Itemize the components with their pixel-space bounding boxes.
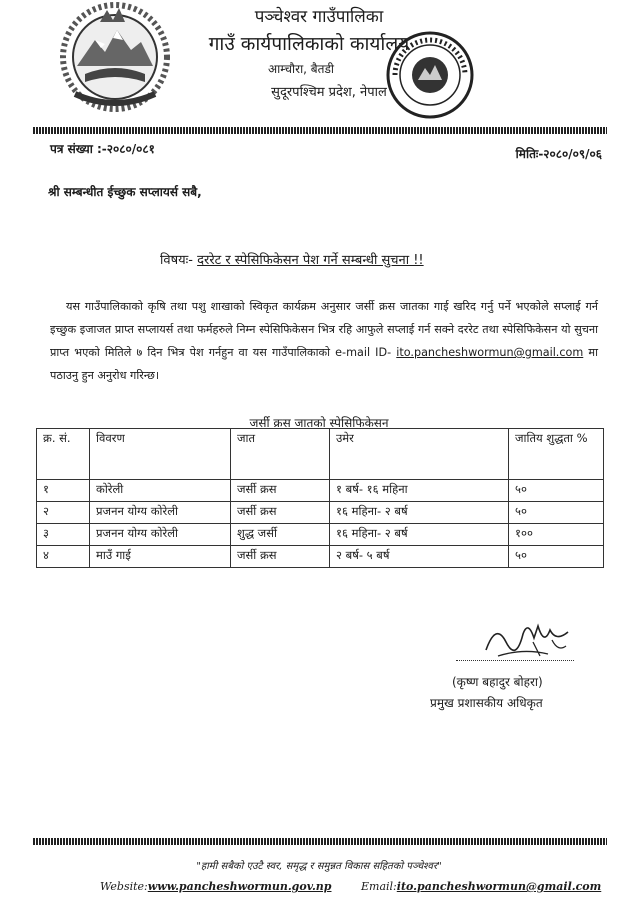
table-row — [37, 546, 604, 568]
col-header-description: विवरण — [90, 429, 231, 480]
table-caption: जर्सी क्रस जातको स्पेसिफिकेसन — [249, 416, 389, 430]
header-line-3: आम्चौरा, बैतडी — [267, 62, 335, 76]
table-row — [37, 524, 604, 546]
cell-age: १६ महिना- २ बर्ष — [330, 524, 509, 546]
footer-email-link[interactable]: ito.pancheshwormun@gmail.com — [396, 880, 602, 893]
subject-line — [160, 250, 424, 268]
cell-purity: ५० — [509, 546, 604, 568]
letter-body — [50, 295, 598, 387]
reference-number: पत्र संख्या :-२०८०/०८१ — [50, 142, 155, 156]
cell-breed: जर्सी क्रस — [231, 546, 330, 568]
office-stamp — [385, 30, 475, 120]
cell-sn: १ — [37, 480, 90, 502]
website-link[interactable]: www.pancheshwormun.gov.np — [147, 880, 332, 893]
col-header-breed: जात — [231, 429, 330, 480]
email-label: Email: — [361, 880, 397, 893]
recipient-line: श्री सम्बन्धीत ईच्छुक सप्लायर्स सबै, — [48, 185, 202, 199]
cell-age: १६ महिना- २ बर्ष — [330, 502, 509, 524]
body-email-link[interactable]: ito.pancheshwormun@gmail.com — [396, 346, 584, 359]
body-text-end: मा पठाउनु हुन अनुरोध गरिन्छ। — [50, 346, 598, 382]
table-header-row — [37, 429, 604, 480]
cell-breed: जर्सी क्रस — [231, 480, 330, 502]
cell-purity: ५० — [509, 502, 604, 524]
cell-purity: १०० — [509, 524, 604, 546]
cell-breed: जर्सी क्रस — [231, 502, 330, 524]
subject-prefix: विषयः- — [160, 253, 193, 268]
specification-table — [36, 428, 604, 568]
website-label: Website: — [100, 880, 148, 893]
cell-description: माउँ गाई — [90, 546, 231, 568]
cell-sn: ३ — [37, 524, 90, 546]
subject-text: दररेट र स्पेसिफिकेसन पेश गर्ने सम्बन्धी सुचना !! — [197, 253, 424, 268]
header-line-4: सुदूरपश्चिम प्रदेश, नेपाल — [271, 85, 387, 100]
signature-line — [456, 660, 574, 661]
cell-sn: ४ — [37, 546, 90, 568]
table-row — [37, 502, 604, 524]
signatory-name: (कृष्ण बहादुर बोहरा) — [452, 675, 543, 689]
handwritten-signature — [478, 612, 578, 662]
cell-breed: शुद्ध जर्सी — [231, 524, 330, 546]
cell-description: कोरेली — [90, 480, 231, 502]
col-header-sn: क्र. सं. — [37, 429, 90, 480]
cell-description: प्रजनन योग्य कोरेली — [90, 502, 231, 524]
cell-age: २ बर्ष- ५ बर्ष — [330, 546, 509, 568]
signatory-designation: प्रमुख प्रशासकीय अधिकृत — [430, 696, 543, 710]
table-row — [37, 480, 604, 502]
footer-contacts — [100, 880, 601, 893]
footer-divider — [33, 838, 607, 845]
col-header-age: उमेर — [330, 429, 509, 480]
letter-date: मितिः-२०८०/०९/०६ — [515, 147, 602, 161]
header-divider — [33, 127, 607, 134]
header-line-2: गाउँ कार्यपालिकाको कार्यालय — [208, 33, 410, 55]
header-line-1: पञ्चेश्वर गाउँपालिका — [254, 7, 384, 27]
cell-description: प्रजनन योग्य कोरेली — [90, 524, 231, 546]
footer-motto: "हामी सबैको एउटै स्वर, समृद्ध र समुन्नत विकास सहितको पञ्चेश्वर" — [196, 861, 442, 872]
cell-purity: ५० — [509, 480, 604, 502]
col-header-purity: जातिय शुद्धता % — [509, 429, 604, 480]
body-text: यस गाउँपालिकाको कृषि तथा पशु शाखाको स्विकृत कार्यक्रम अनुसार जर्सी क्रस जातका गाई खरिद गर्नु पर्ने भएकोले सप्लाई गर्न इच्छुक इजाजत प्राप्त सप्लायर्स तथा फर्महरुले निम्न स्पेसिफिकेसन भित्र रहि आफुले सप्लाई गर्न सक्ने दररेट तथा स्पेसिफिकेसन यो सुचना प्राप्त भएको मितिले ७ दिन भित्र पेश गर्नहुन वा यस गाउँपालिकाको e-mail ID- — [50, 300, 598, 359]
cell-sn: २ — [37, 502, 90, 524]
cell-age: १ बर्ष- १६ महिना — [330, 480, 509, 502]
